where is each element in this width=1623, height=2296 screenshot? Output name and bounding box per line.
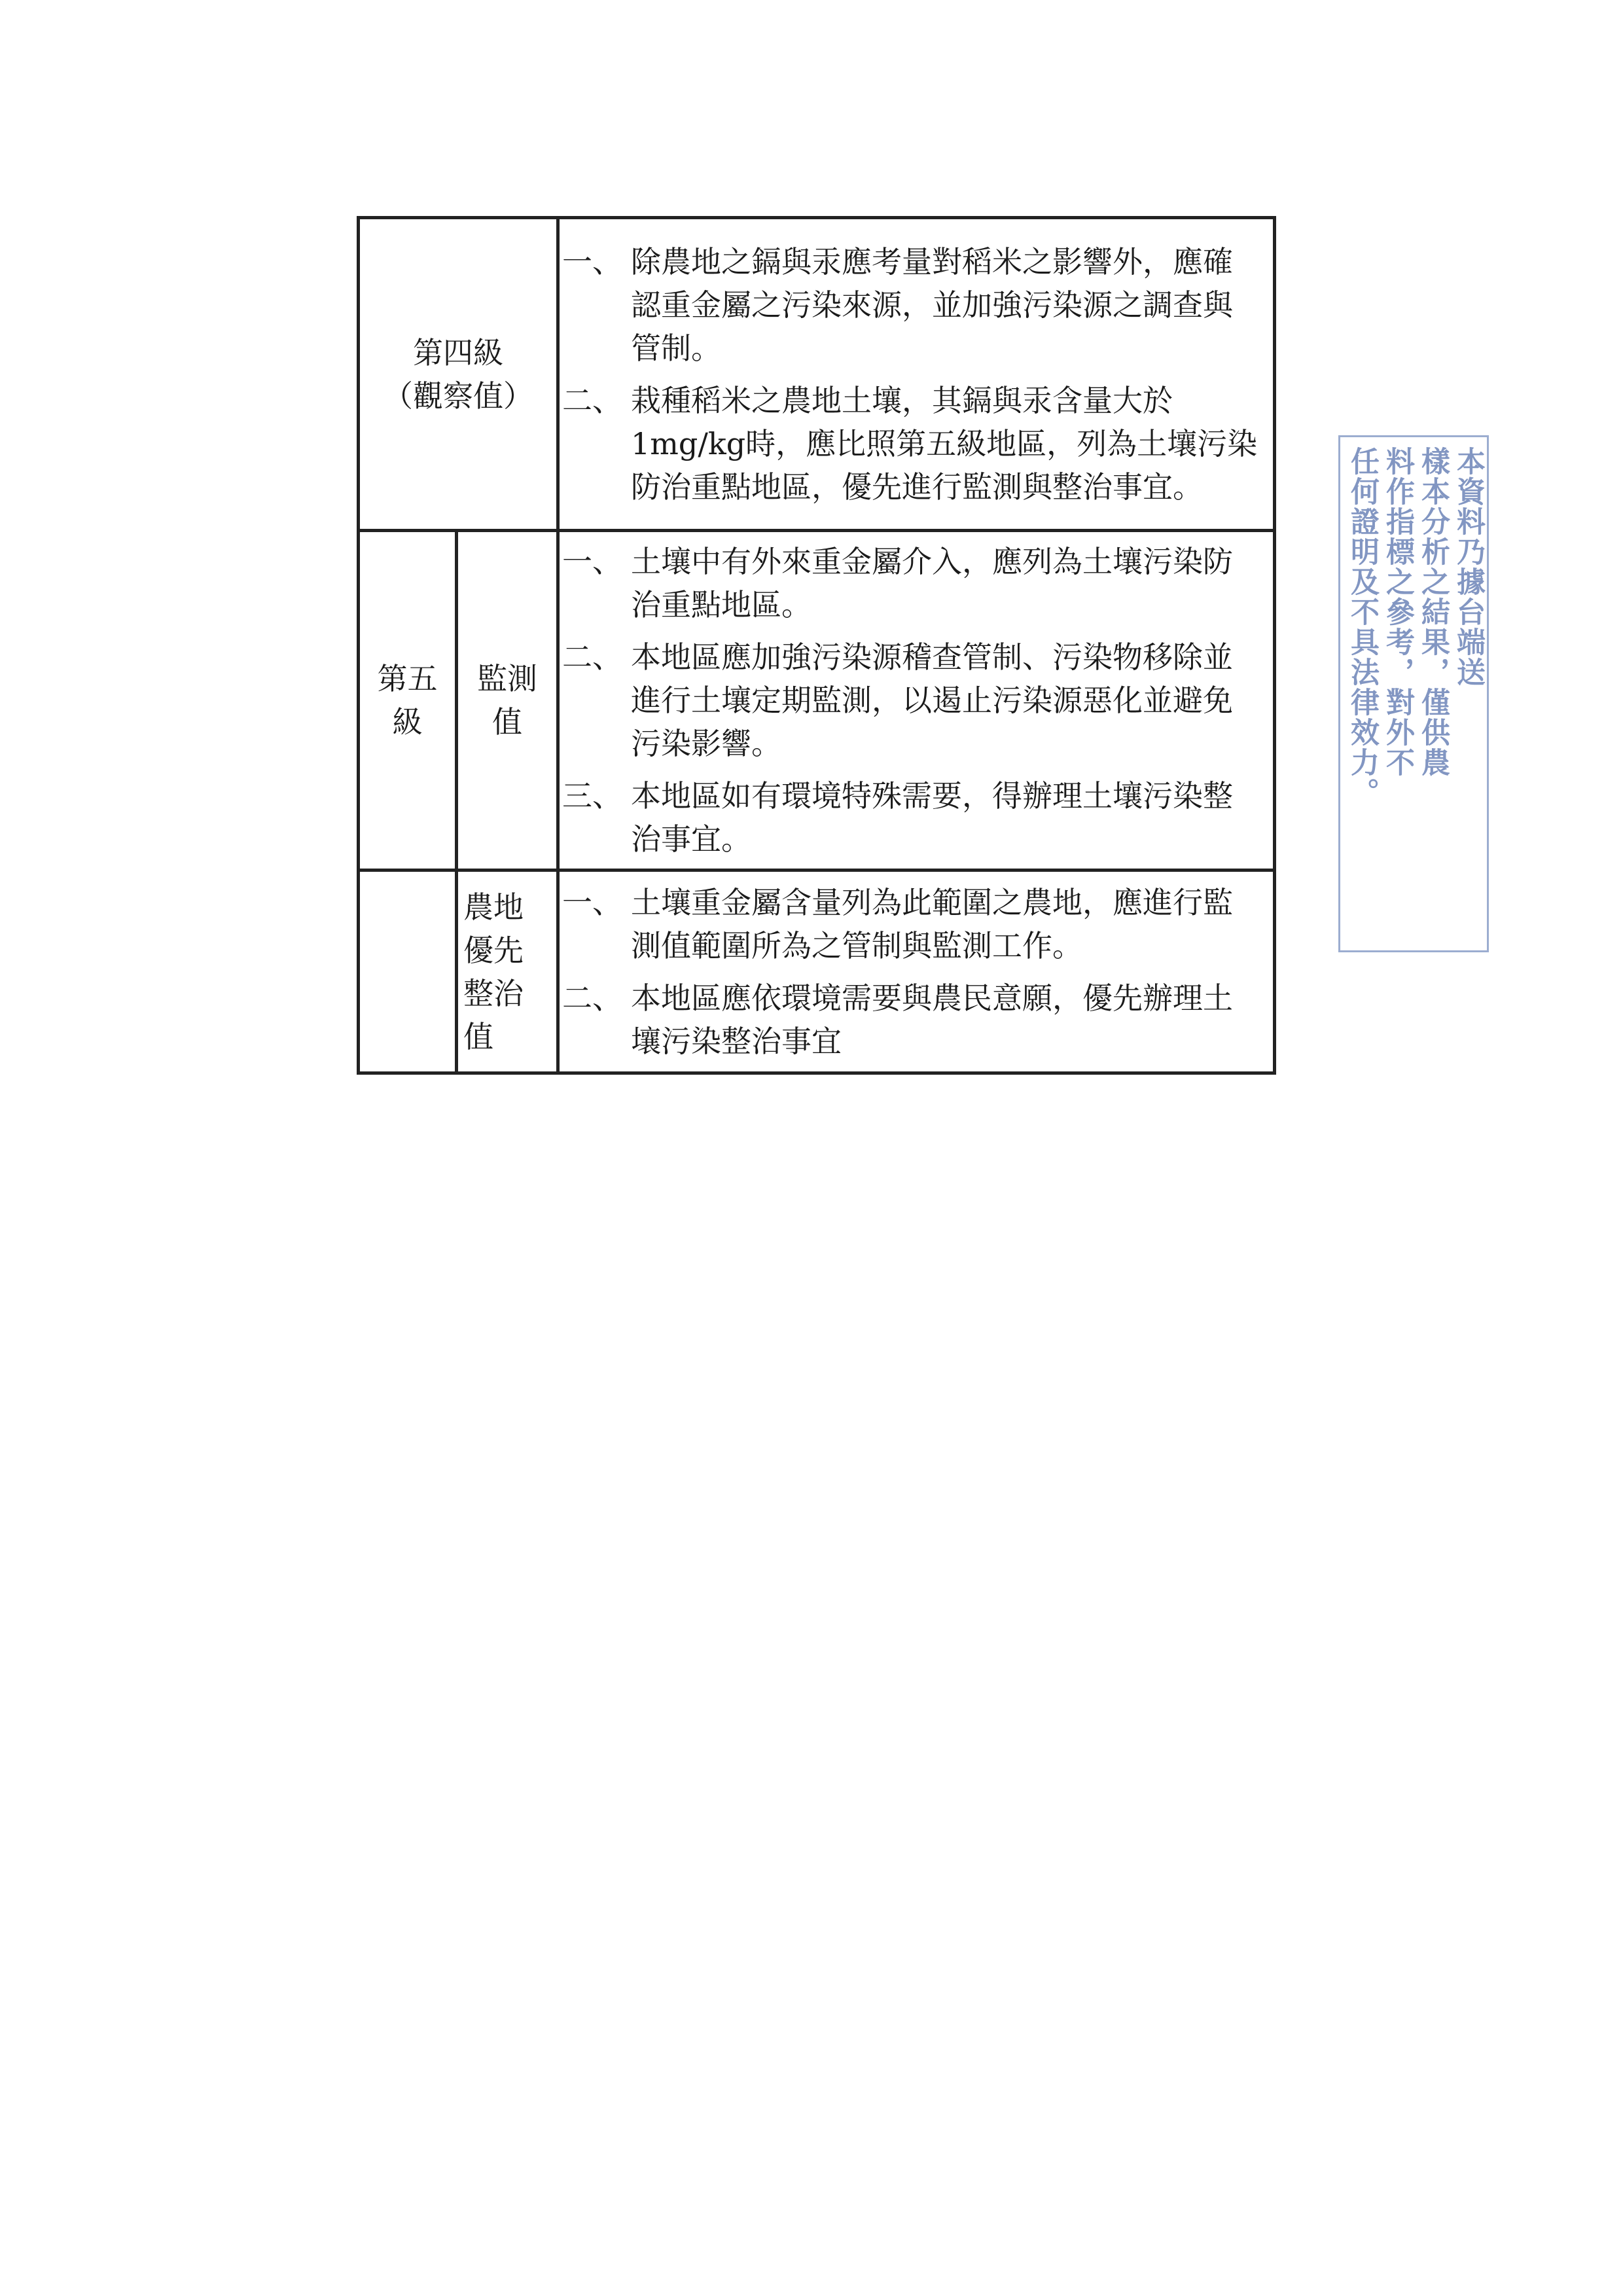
list-item bbox=[562, 540, 1260, 626]
grade-four-label: （觀察值） bbox=[383, 378, 533, 414]
stamp-column: 任何證明及不具法律效力。 bbox=[1346, 446, 1379, 808]
table-row bbox=[359, 218, 1275, 531]
priority-content bbox=[558, 870, 1275, 1073]
item-text: 本地區如有環境特殊需要，得辦理土壤污染整治事宜。 bbox=[631, 778, 1233, 857]
soil-grade-table bbox=[357, 216, 1276, 1075]
item-number: 一、 bbox=[562, 243, 622, 279]
list-item bbox=[562, 881, 1260, 967]
grade-five-label-cell bbox=[457, 531, 558, 870]
table-row bbox=[359, 531, 1275, 870]
list-item bbox=[562, 636, 1260, 765]
item-text: 除農地之鎘與汞應考量對稻米之影響外，應確認重金屬之污染來源，並加強污染源之調查與管制。 bbox=[631, 243, 1233, 366]
grade-five-level: 第五級 bbox=[377, 661, 438, 740]
item-text: 栽種稻米之農地土壤，其鎘與汞含量大於1mg/kg時，應比照第五級地區，列為土壤污染防治重點地區，優先進行監測與整治事宜。 bbox=[631, 382, 1258, 505]
grade-four-content bbox=[558, 218, 1275, 531]
item-number: 三、 bbox=[562, 778, 622, 814]
disclaimer-stamp bbox=[1338, 435, 1489, 952]
item-number: 一、 bbox=[562, 544, 622, 579]
item-text: 土壤重金屬含量列為此範圍之農地，應進行監測值範圍所為之管制與監測工作。 bbox=[631, 884, 1233, 963]
item-number: 二、 bbox=[562, 639, 622, 675]
item-number: 二、 bbox=[562, 980, 622, 1016]
item-text: 本地區應加強污染源稽查管制、污染物移除並進行土壤定期監測，以遏止污染源惡化並避免污染影響。 bbox=[631, 639, 1233, 761]
list-item bbox=[562, 774, 1260, 861]
priority-label: 農地優先整治值 bbox=[463, 889, 524, 1054]
grade-four-level: 第四級 bbox=[413, 334, 503, 370]
stamp-column: 樣本分析之結果，僅供農 bbox=[1416, 446, 1450, 778]
grade-five-content bbox=[558, 531, 1275, 870]
priority-blank-cell bbox=[359, 870, 457, 1073]
list-item bbox=[562, 240, 1260, 370]
stamp-column: 本資料乃據台端送 bbox=[1452, 446, 1485, 687]
item-text: 本地區應依環境需要與農民意願，優先辦理土壤污染整治事宜 bbox=[631, 980, 1233, 1059]
list-item bbox=[562, 977, 1260, 1063]
item-text: 土壤中有外來重金屬介入，應列為土壤污染防治重點地區。 bbox=[631, 544, 1233, 622]
grade-five-label: 監測值 bbox=[477, 661, 537, 740]
list-item bbox=[562, 379, 1260, 509]
item-number: 一、 bbox=[562, 884, 622, 920]
grade-five-level-cell bbox=[359, 531, 457, 870]
item-number: 二、 bbox=[562, 382, 622, 418]
stamp-column: 料作指標之參考，對外不 bbox=[1381, 446, 1414, 778]
grade-four-cell bbox=[359, 218, 558, 531]
priority-label-cell bbox=[457, 870, 558, 1073]
table-row bbox=[359, 870, 1275, 1073]
